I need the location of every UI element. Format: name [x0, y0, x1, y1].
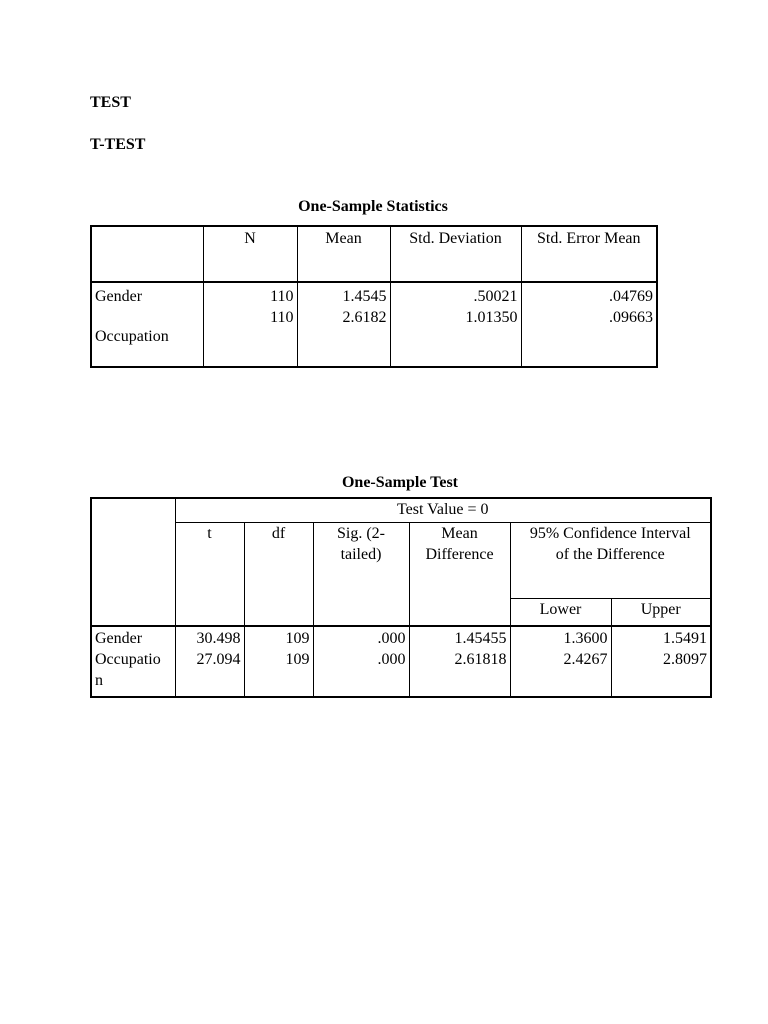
t-values-cell: [175, 626, 244, 697]
lower-occupation: 2.4267: [563, 651, 608, 668]
t-gender: 30.498: [196, 630, 241, 647]
test-table-title: One-Sample Test: [341, 474, 458, 491]
col-header-sig: [313, 523, 409, 627]
ci-line-2: of the Difference: [555, 546, 665, 563]
t-occupation: 27.094: [196, 651, 241, 668]
md-line-1: Mean: [441, 525, 478, 542]
col-header-mean-difference: [409, 523, 510, 627]
col-header-upper: Upper: [611, 599, 711, 627]
header-empty-cell: [91, 498, 175, 626]
md-values-cell: [409, 626, 510, 697]
sig-occupation: .000: [377, 651, 406, 668]
se-gender: .04769: [609, 288, 653, 305]
header-empty-cell: [91, 226, 203, 282]
col-header-std-error-mean: Std. Error Mean: [521, 226, 657, 282]
row-label-gender: Gender: [95, 288, 143, 305]
test-value-row: [91, 498, 711, 523]
md-occupation: 2.61818: [454, 651, 507, 668]
one-sample-statistics-table: [90, 225, 658, 368]
row-labels-cell: [91, 626, 175, 697]
heading-test: TEST: [90, 94, 131, 111]
upper-occupation: 2.8097: [663, 651, 707, 668]
table-header-row: [91, 226, 657, 282]
table-body-row: [91, 282, 657, 367]
df-gender: 109: [285, 630, 310, 647]
mean-values-cell: [297, 282, 390, 367]
one-sample-test-table: [90, 497, 712, 698]
row-label-occupation-1: Occupatio: [95, 651, 161, 668]
sd-values-cell: [390, 282, 521, 367]
row-labels-cell: [91, 282, 203, 367]
sig-gender: .000: [377, 630, 406, 647]
sd-gender: .50021: [473, 288, 518, 305]
heading-t-test: T-TEST: [90, 136, 146, 153]
sig-line-1: Sig. (2-: [337, 525, 385, 542]
n-gender: 110: [270, 288, 294, 305]
n-occupation: 110: [270, 309, 294, 326]
col-header-t: t: [175, 523, 244, 627]
table-body-row: [91, 626, 711, 697]
mean-occupation: 2.6182: [342, 309, 387, 326]
sd-occupation: 1.01350: [465, 309, 518, 326]
col-header-n: N: [203, 226, 297, 282]
row-label-occupation: Occupation: [95, 328, 169, 345]
se-occupation: .09663: [609, 309, 653, 326]
n-values-cell: [203, 282, 297, 367]
col-header-confidence-interval: [510, 523, 711, 599]
sig-line-2: tailed): [340, 546, 382, 563]
upper-values-cell: [611, 626, 711, 697]
mean-gender: 1.4545: [342, 288, 387, 305]
md-gender: 1.45455: [454, 630, 507, 647]
col-header-lower: Lower: [510, 599, 611, 627]
col-header-mean: Mean: [297, 226, 390, 282]
col-header-df: df: [244, 523, 313, 627]
column-header-row: [91, 523, 711, 599]
md-line-2: Difference: [425, 546, 494, 563]
lower-gender: 1.3600: [563, 630, 608, 647]
ci-line-1: 95% Confidence Interval: [529, 525, 691, 542]
col-header-std-deviation: Std. Deviation: [390, 226, 521, 282]
row-label-occupation-2: n: [95, 672, 103, 689]
sig-values-cell: [313, 626, 409, 697]
df-occupation: 109: [285, 651, 310, 668]
se-values-cell: [521, 282, 657, 367]
test-value-header: Test Value = 0: [175, 498, 711, 523]
row-label-gender: Gender: [95, 630, 143, 647]
stats-table-title: One-Sample Statistics: [298, 198, 448, 215]
lower-values-cell: [510, 626, 611, 697]
upper-gender: 1.5491: [663, 630, 707, 647]
df-values-cell: [244, 626, 313, 697]
